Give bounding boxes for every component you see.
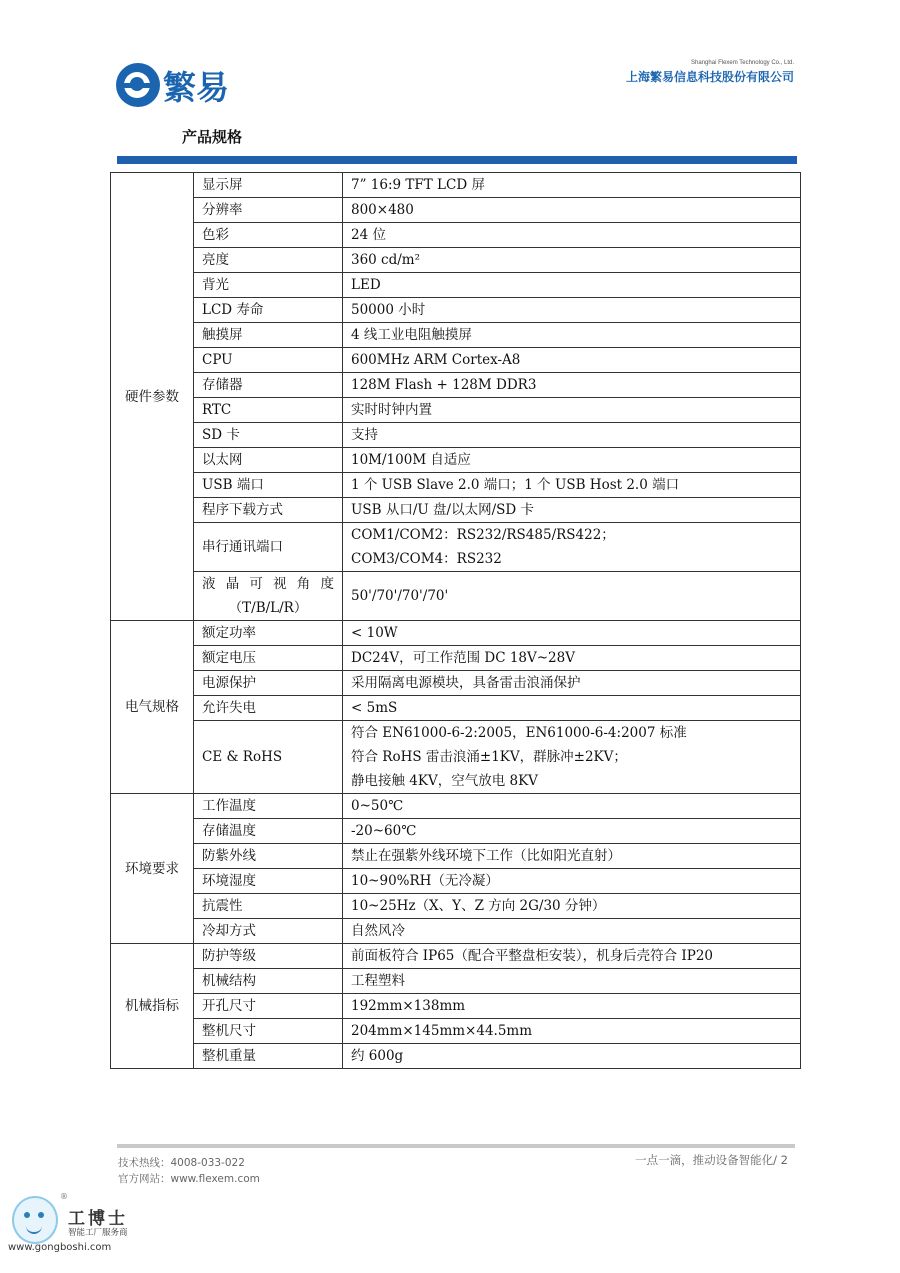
- table-row: [111, 646, 801, 671]
- footer-contact: [118, 1155, 260, 1187]
- registered-mark: ®: [60, 1192, 68, 1201]
- logo-text: 繁易: [163, 67, 229, 107]
- value-cell: < 10W: [343, 621, 801, 646]
- value-cell: 204mm×145mm×44.5mm: [343, 1019, 801, 1044]
- item-cell: CE & RoHS: [194, 721, 343, 794]
- footer-slogan: [635, 1152, 788, 1168]
- flexem-e-icon: [116, 63, 160, 107]
- value-cell: 192mm×138mm: [343, 994, 801, 1019]
- item-cell: 工作温度: [194, 794, 343, 819]
- table-row: [111, 671, 801, 696]
- table-row: [111, 523, 801, 572]
- gongboshi-watermark: [8, 1192, 208, 1262]
- table-row: [111, 298, 801, 323]
- watermark-url: www.gongboshi.com: [8, 1242, 112, 1253]
- table-row: [111, 696, 801, 721]
- footer-hotline: 技术热线：4008-033-022: [118, 1157, 245, 1169]
- value-cell: 24 位: [343, 223, 801, 248]
- item-cell: LCD 寿命: [194, 298, 343, 323]
- item-cell: 机械结构: [194, 969, 343, 994]
- table-row: [111, 323, 801, 348]
- table-row: [111, 1019, 801, 1044]
- value-cell: 360 cd/m²: [343, 248, 801, 273]
- value-cell: 1 个 USB Slave 2.0 端口；1 个 USB Host 2.0 端口: [343, 473, 801, 498]
- table-row: [111, 398, 801, 423]
- table-row: [111, 819, 801, 844]
- item-cell: 背光: [194, 273, 343, 298]
- category-cell: 硬件参数: [111, 173, 194, 621]
- value-cell: -20~60℃: [343, 819, 801, 844]
- value-cell: DC24V，可工作范围 DC 18V~28V: [343, 646, 801, 671]
- item-cell: 抗震性: [194, 894, 343, 919]
- table-row: [111, 944, 801, 969]
- item-cell: 开孔尺寸: [194, 994, 343, 1019]
- value-cell: 600MHz ARM Cortex-A8: [343, 348, 801, 373]
- table-row: [111, 198, 801, 223]
- table-row: [111, 273, 801, 298]
- value-cell: 128M Flash + 128M DDR3: [343, 373, 801, 398]
- value-cell: < 5mS: [343, 696, 801, 721]
- table-row: [111, 994, 801, 1019]
- table-row: [111, 844, 801, 869]
- table-row: [111, 794, 801, 819]
- value-cell: 前面板符合 IP65（配合平整盘柜安装），机身后壳符合 IP20: [343, 944, 801, 969]
- item-cell: 防紫外线: [194, 844, 343, 869]
- item-cell: 串行通讯端口: [194, 523, 343, 572]
- value-cell: 采用隔离电源模块，具备雷击浪涌保护: [343, 671, 801, 696]
- value-line: COM3/COM4：RS232: [351, 551, 502, 567]
- table-row: [111, 919, 801, 944]
- footer-divider: [117, 1144, 795, 1148]
- value-cell: 10M/100M 自适应: [343, 448, 801, 473]
- category-cell: 环境要求: [111, 794, 194, 944]
- value-cell: USB 从口/U 盘/以太网/SD 卡: [343, 498, 801, 523]
- value-cell: 自然风冷: [343, 919, 801, 944]
- table-row: [111, 348, 801, 373]
- table-row: [111, 572, 801, 621]
- item-cell: 额定电压: [194, 646, 343, 671]
- item-cell: [194, 572, 343, 621]
- item-cell: 亮度: [194, 248, 343, 273]
- item-cell: 整机重量: [194, 1044, 343, 1069]
- table-row: [111, 498, 801, 523]
- item-cell: 分辨率: [194, 198, 343, 223]
- value-line: 符合 RoHS 雷击浪涌±1KV，群脉冲±2KV；: [351, 749, 627, 765]
- value-cell: [343, 721, 801, 794]
- table-row: [111, 473, 801, 498]
- item-cell: 冷却方式: [194, 919, 343, 944]
- table-row: [111, 969, 801, 994]
- value-cell: 7” 16:9 TFT LCD 屏: [343, 173, 801, 198]
- item-cell: 色彩: [194, 223, 343, 248]
- table-row: [111, 1044, 801, 1069]
- table-row: [111, 721, 801, 794]
- item-line: （T/B/L/R）: [228, 600, 308, 616]
- item-cell: 以太网: [194, 448, 343, 473]
- table-row: [111, 869, 801, 894]
- value-line: 符合 EN61000-6-2:2005，EN61000-6-4:2007 标准: [351, 725, 687, 741]
- table-row: [111, 423, 801, 448]
- table-row: [111, 373, 801, 398]
- item-cell: 电源保护: [194, 671, 343, 696]
- value-cell: 50000 小时: [343, 298, 801, 323]
- item-cell: 显示屏: [194, 173, 343, 198]
- page-number: 2: [780, 1153, 788, 1167]
- flexem-logo: [116, 62, 229, 108]
- value-cell: LED: [343, 273, 801, 298]
- watermark-subtitle: 智能工厂服务商: [68, 1228, 128, 1238]
- company-name-en: Shanghai Flexem Technology Co., Ltd.: [691, 60, 794, 66]
- value-cell: 10~90%RH（无冷凝）: [343, 869, 801, 894]
- item-cell: 环境湿度: [194, 869, 343, 894]
- company-name-cn: 上海繁易信息科技股份有限公司: [625, 70, 794, 84]
- table-row: [111, 894, 801, 919]
- item-cell: 程序下载方式: [194, 498, 343, 523]
- item-cell: CPU: [194, 348, 343, 373]
- item-cell: 防护等级: [194, 944, 343, 969]
- value-cell: 支持: [343, 423, 801, 448]
- item-cell: 存储温度: [194, 819, 343, 844]
- value-cell: [343, 523, 801, 572]
- item-cell: 存储器: [194, 373, 343, 398]
- watermark-title: 工博士: [68, 1209, 128, 1229]
- value-cell: 0~50℃: [343, 794, 801, 819]
- value-cell: 800×480: [343, 198, 801, 223]
- spec-table: [110, 172, 801, 1069]
- item-cell: 触摸屏: [194, 323, 343, 348]
- value-line: 静电接触 4KV，空气放电 8KV: [351, 773, 538, 789]
- item-cell: SD 卡: [194, 423, 343, 448]
- item-cell: 允许失电: [194, 696, 343, 721]
- value-cell: 4 线工业电阻触摸屏: [343, 323, 801, 348]
- value-cell: 50'/70'/70'/70': [343, 572, 801, 621]
- table-row: [111, 173, 801, 198]
- item-cell: USB 端口: [194, 473, 343, 498]
- footer-slogan-text: 一点一滴，推动设备智能化/: [635, 1153, 778, 1167]
- value-cell: 实时时钟内置: [343, 398, 801, 423]
- category-cell: 机械指标: [111, 944, 194, 1069]
- value-line: COM1/COM2：RS232/RS485/RS422；: [351, 527, 615, 543]
- value-cell: 10~25Hz（X、Y、Z 方向 2G/30 分钟）: [343, 894, 801, 919]
- category-cell: 电气规格: [111, 621, 194, 794]
- value-cell: 工程塑料: [343, 969, 801, 994]
- value-cell: 约 600g: [343, 1044, 801, 1069]
- mascot-icon: [12, 1196, 58, 1244]
- title-divider-bar: [117, 156, 797, 164]
- item-cell: RTC: [194, 398, 343, 423]
- item-cell: 整机尺寸: [194, 1019, 343, 1044]
- section-title: 产品规格: [182, 128, 243, 146]
- item-cell: 额定功率: [194, 621, 343, 646]
- table-row: [111, 248, 801, 273]
- table-row: [111, 448, 801, 473]
- value-cell: 禁止在强紫外线环境下工作（比如阳光直射）: [343, 844, 801, 869]
- table-row: [111, 621, 801, 646]
- item-line: 液晶可视角度: [202, 576, 334, 592]
- table-row: [111, 223, 801, 248]
- footer-website: 官方网站：www.flexem.com: [118, 1173, 260, 1185]
